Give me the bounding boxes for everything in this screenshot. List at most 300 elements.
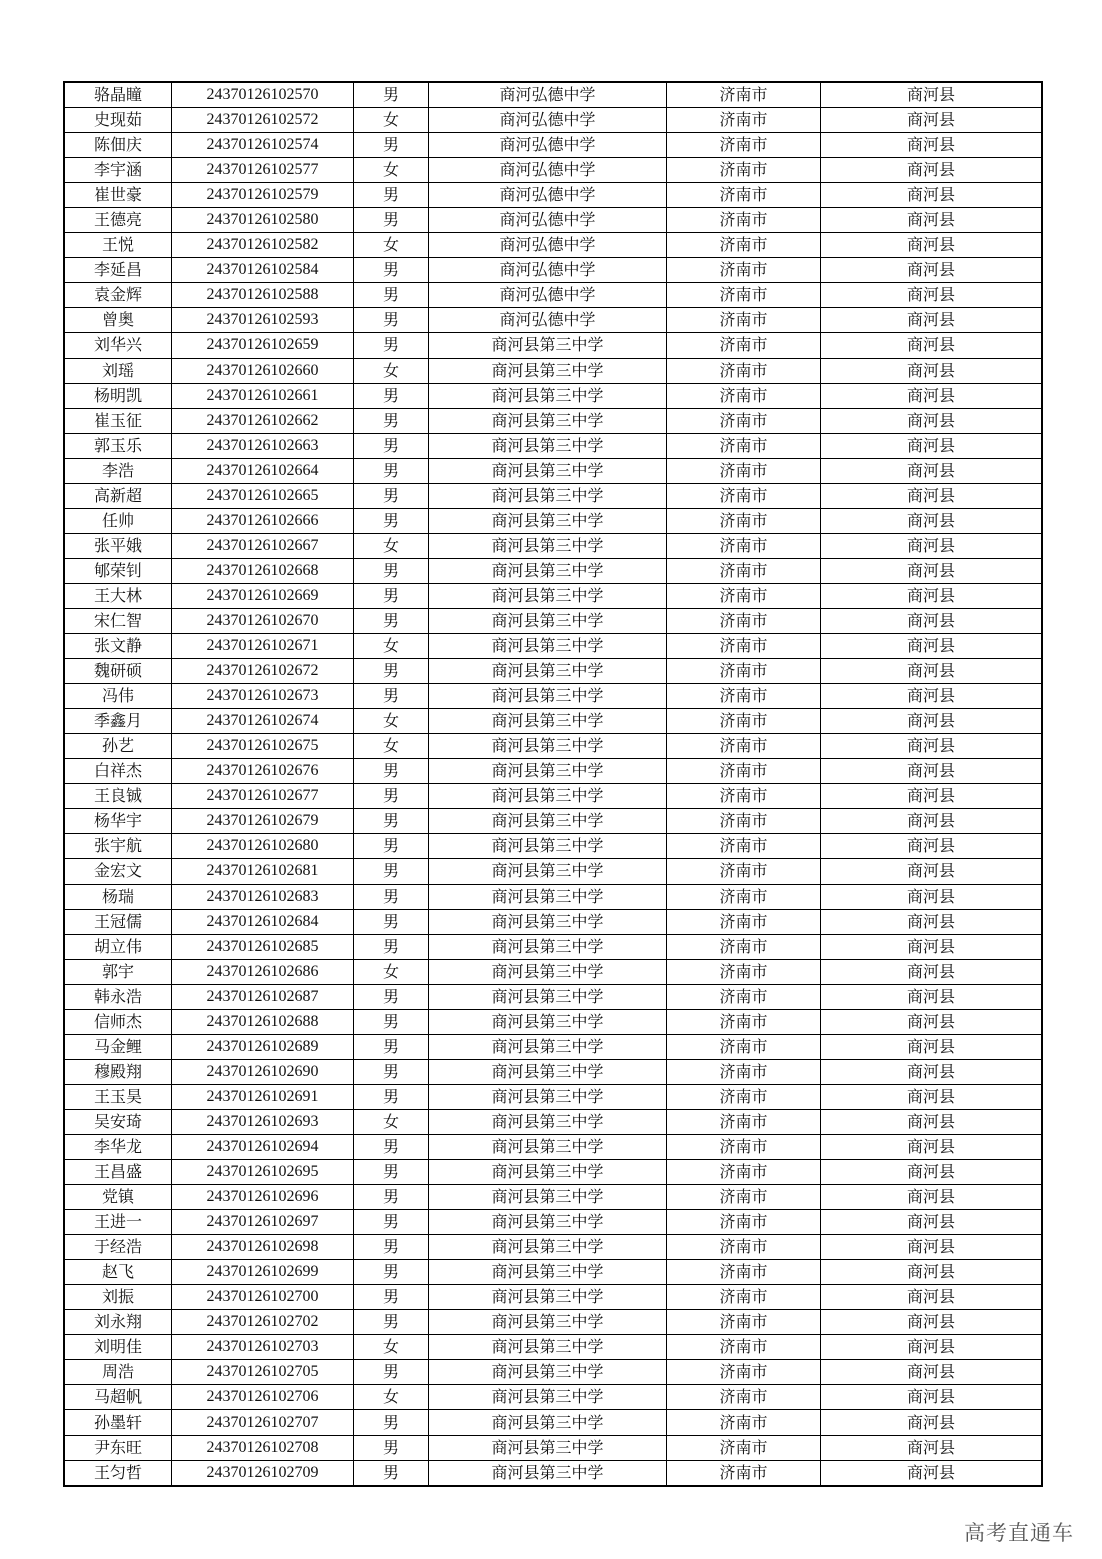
student-name-cell: 王良铖 <box>64 784 172 809</box>
table-row <box>64 1385 1042 1410</box>
county-cell: 商河县 <box>821 283 1043 308</box>
school-cell: 商河县第三中学 <box>429 734 667 759</box>
student-name-cell: 王进一 <box>64 1210 172 1235</box>
city-cell: 济南市 <box>667 333 821 358</box>
gender-cell: 男 <box>354 834 429 859</box>
exam-number-cell: 24370126102703 <box>172 1335 354 1360</box>
exam-number-cell: 24370126102693 <box>172 1109 354 1134</box>
gender-cell: 男 <box>354 984 429 1009</box>
gender-cell: 女 <box>354 1385 429 1410</box>
school-cell: 商河县第三中学 <box>429 684 667 709</box>
county-cell: 商河县 <box>821 533 1043 558</box>
exam-number-cell: 24370126102697 <box>172 1210 354 1235</box>
student-name-cell: 李华龙 <box>64 1134 172 1159</box>
exam-number-cell: 24370126102709 <box>172 1460 354 1486</box>
exam-number-cell: 24370126102687 <box>172 984 354 1009</box>
county-cell: 商河县 <box>821 884 1043 909</box>
watermark-text: 高考直通车 <box>964 1521 1074 1545</box>
gender-cell: 男 <box>354 759 429 784</box>
city-cell: 济南市 <box>667 684 821 709</box>
student-name-cell: 陈佃庆 <box>64 133 172 158</box>
school-cell: 商河县第三中学 <box>429 859 667 884</box>
city-cell: 济南市 <box>667 1335 821 1360</box>
table-row <box>64 734 1042 759</box>
city-cell: 济南市 <box>667 1310 821 1335</box>
student-name-cell: 孙艺 <box>64 734 172 759</box>
city-cell: 济南市 <box>667 82 821 108</box>
school-cell: 商河县第三中学 <box>429 1185 667 1210</box>
county-cell: 商河县 <box>821 909 1043 934</box>
gender-cell: 男 <box>354 1084 429 1109</box>
exam-number-cell: 24370126102689 <box>172 1034 354 1059</box>
student-name-cell: 崔玉征 <box>64 408 172 433</box>
county-cell: 商河县 <box>821 82 1043 108</box>
exam-number-cell: 24370126102588 <box>172 283 354 308</box>
school-cell: 商河县第三中学 <box>429 1385 667 1410</box>
student-name-cell: 王昌盛 <box>64 1160 172 1185</box>
table-row <box>64 1109 1042 1134</box>
exam-number-cell: 24370126102674 <box>172 709 354 734</box>
school-cell: 商河县第三中学 <box>429 1235 667 1260</box>
city-cell: 济南市 <box>667 1084 821 1109</box>
school-cell: 商河县第三中学 <box>429 1059 667 1084</box>
exam-number-cell: 24370126102660 <box>172 358 354 383</box>
gender-cell: 男 <box>354 133 429 158</box>
school-cell: 商河弘德中学 <box>429 258 667 283</box>
student-name-cell: 周浩 <box>64 1360 172 1385</box>
county-cell: 商河县 <box>821 1235 1043 1260</box>
gender-cell: 男 <box>354 1134 429 1159</box>
exam-number-cell: 24370126102665 <box>172 483 354 508</box>
table-row <box>64 1059 1042 1084</box>
gender-cell: 男 <box>354 258 429 283</box>
county-cell: 商河县 <box>821 1109 1043 1134</box>
county-cell: 商河县 <box>821 684 1043 709</box>
county-cell: 商河县 <box>821 1084 1043 1109</box>
city-cell: 济南市 <box>667 408 821 433</box>
gender-cell: 女 <box>354 634 429 659</box>
county-cell: 商河县 <box>821 634 1043 659</box>
gender-cell: 男 <box>354 1185 429 1210</box>
student-name-cell: 曾奥 <box>64 308 172 333</box>
county-cell: 商河县 <box>821 1009 1043 1034</box>
table-row <box>64 1435 1042 1460</box>
exam-number-cell: 24370126102579 <box>172 183 354 208</box>
exam-number-cell: 24370126102705 <box>172 1360 354 1385</box>
gender-cell: 女 <box>354 1109 429 1134</box>
exam-number-cell: 24370126102686 <box>172 959 354 984</box>
county-cell: 商河县 <box>821 1134 1043 1159</box>
table-row <box>64 1210 1042 1235</box>
table-row <box>64 333 1042 358</box>
student-name-cell: 刘华兴 <box>64 333 172 358</box>
school-cell: 商河县第三中学 <box>429 1260 667 1285</box>
city-cell: 济南市 <box>667 1134 821 1159</box>
exam-number-cell: 24370126102696 <box>172 1185 354 1210</box>
city-cell: 济南市 <box>667 358 821 383</box>
table-row <box>64 1260 1042 1285</box>
gender-cell: 女 <box>354 233 429 258</box>
gender-cell: 男 <box>354 784 429 809</box>
school-cell: 商河弘德中学 <box>429 133 667 158</box>
city-cell: 济南市 <box>667 1160 821 1185</box>
school-cell: 商河弘德中学 <box>429 233 667 258</box>
student-name-cell: 季鑫月 <box>64 709 172 734</box>
student-list-body <box>64 82 1042 1486</box>
city-cell: 济南市 <box>667 959 821 984</box>
student-name-cell: 张平娥 <box>64 533 172 558</box>
city-cell: 济南市 <box>667 834 821 859</box>
student-name-cell: 郭玉乐 <box>64 433 172 458</box>
county-cell: 商河县 <box>821 408 1043 433</box>
gender-cell: 男 <box>354 859 429 884</box>
county-cell: 商河县 <box>821 1385 1043 1410</box>
exam-number-cell: 24370126102668 <box>172 558 354 583</box>
county-cell: 商河县 <box>821 934 1043 959</box>
exam-number-cell: 24370126102659 <box>172 333 354 358</box>
city-cell: 济南市 <box>667 158 821 183</box>
student-name-cell: 高新超 <box>64 483 172 508</box>
student-name-cell: 骆晶瞳 <box>64 82 172 108</box>
gender-cell: 男 <box>354 1059 429 1084</box>
exam-number-cell: 24370126102673 <box>172 684 354 709</box>
exam-number-cell: 24370126102677 <box>172 784 354 809</box>
city-cell: 济南市 <box>667 1285 821 1310</box>
city-cell: 济南市 <box>667 859 821 884</box>
county-cell: 商河县 <box>821 333 1043 358</box>
student-name-cell: 金宏文 <box>64 859 172 884</box>
exam-number-cell: 24370126102661 <box>172 383 354 408</box>
county-cell: 商河县 <box>821 358 1043 383</box>
exam-number-cell: 24370126102681 <box>172 859 354 884</box>
gender-cell: 女 <box>354 959 429 984</box>
county-cell: 商河县 <box>821 258 1043 283</box>
county-cell: 商河县 <box>821 1285 1043 1310</box>
table-row <box>64 383 1042 408</box>
county-cell: 商河县 <box>821 1435 1043 1460</box>
student-name-cell: 杨明凯 <box>64 383 172 408</box>
county-cell: 商河县 <box>821 608 1043 633</box>
student-name-cell: 王大林 <box>64 583 172 608</box>
gender-cell: 女 <box>354 734 429 759</box>
city-cell: 济南市 <box>667 183 821 208</box>
table-row <box>64 133 1042 158</box>
gender-cell: 女 <box>354 533 429 558</box>
table-row <box>64 684 1042 709</box>
student-name-cell: 赵飞 <box>64 1260 172 1285</box>
student-name-cell: 孙墨轩 <box>64 1410 172 1435</box>
table-row <box>64 1310 1042 1335</box>
school-cell: 商河县第三中学 <box>429 608 667 633</box>
table-row <box>64 934 1042 959</box>
table-row <box>64 1460 1042 1486</box>
exam-number-cell: 24370126102708 <box>172 1435 354 1460</box>
table-row <box>64 1285 1042 1310</box>
county-cell: 商河县 <box>821 659 1043 684</box>
city-cell: 济南市 <box>667 909 821 934</box>
county-cell: 商河县 <box>821 158 1043 183</box>
school-cell: 商河县第三中学 <box>429 1335 667 1360</box>
gender-cell: 男 <box>354 1260 429 1285</box>
table-row <box>64 258 1042 283</box>
city-cell: 济南市 <box>667 308 821 333</box>
city-cell: 济南市 <box>667 108 821 133</box>
school-cell: 商河县第三中学 <box>429 1410 667 1435</box>
school-cell: 商河县第三中学 <box>429 659 667 684</box>
school-cell: 商河县第三中学 <box>429 1210 667 1235</box>
student-name-cell: 胡立伟 <box>64 934 172 959</box>
exam-number-cell: 24370126102680 <box>172 834 354 859</box>
table-row <box>64 809 1042 834</box>
school-cell: 商河县第三中学 <box>429 583 667 608</box>
city-cell: 济南市 <box>667 558 821 583</box>
county-cell: 商河县 <box>821 1310 1043 1335</box>
gender-cell: 男 <box>354 1235 429 1260</box>
city-cell: 济南市 <box>667 1059 821 1084</box>
gender-cell: 男 <box>354 1285 429 1310</box>
student-name-cell: 王玉昊 <box>64 1084 172 1109</box>
exam-number-cell: 24370126102695 <box>172 1160 354 1185</box>
county-cell: 商河县 <box>821 1185 1043 1210</box>
exam-number-cell: 24370126102676 <box>172 759 354 784</box>
gender-cell: 男 <box>354 333 429 358</box>
table-row <box>64 208 1042 233</box>
table-row <box>64 1160 1042 1185</box>
exam-number-cell: 24370126102688 <box>172 1009 354 1034</box>
table-row <box>64 82 1042 108</box>
city-cell: 济南市 <box>667 984 821 1009</box>
table-row <box>64 1410 1042 1435</box>
table-row <box>64 1134 1042 1159</box>
gender-cell: 男 <box>354 1435 429 1460</box>
table-row <box>64 1185 1042 1210</box>
table-row <box>64 358 1042 383</box>
city-cell: 济南市 <box>667 1435 821 1460</box>
gender-cell: 男 <box>354 1460 429 1486</box>
exam-number-cell: 24370126102574 <box>172 133 354 158</box>
table-row <box>64 558 1042 583</box>
city-cell: 济南市 <box>667 1385 821 1410</box>
county-cell: 商河县 <box>821 1460 1043 1486</box>
student-name-cell: 白祥杰 <box>64 759 172 784</box>
gender-cell: 男 <box>354 1034 429 1059</box>
table-row <box>64 1360 1042 1385</box>
school-cell: 商河弘德中学 <box>429 82 667 108</box>
gender-cell: 男 <box>354 934 429 959</box>
city-cell: 济南市 <box>667 608 821 633</box>
county-cell: 商河县 <box>821 458 1043 483</box>
county-cell: 商河县 <box>821 984 1043 1009</box>
exam-number-cell: 24370126102699 <box>172 1260 354 1285</box>
student-list-table <box>63 81 1043 1487</box>
table-row <box>64 608 1042 633</box>
gender-cell: 男 <box>354 583 429 608</box>
school-cell: 商河县第三中学 <box>429 1134 667 1159</box>
exam-number-cell: 24370126102698 <box>172 1235 354 1260</box>
school-cell: 商河县第三中学 <box>429 909 667 934</box>
school-cell: 商河县第三中学 <box>429 634 667 659</box>
gender-cell: 男 <box>354 1410 429 1435</box>
exam-number-cell: 24370126102691 <box>172 1084 354 1109</box>
school-cell: 商河县第三中学 <box>429 1160 667 1185</box>
table-row <box>64 308 1042 333</box>
table-row <box>64 508 1042 533</box>
table-row <box>64 283 1042 308</box>
city-cell: 济南市 <box>667 659 821 684</box>
county-cell: 商河县 <box>821 483 1043 508</box>
table-row <box>64 183 1042 208</box>
gender-cell: 男 <box>354 608 429 633</box>
gender-cell: 男 <box>354 1210 429 1235</box>
table-row <box>64 408 1042 433</box>
gender-cell: 男 <box>354 684 429 709</box>
exam-number-cell: 24370126102663 <box>172 433 354 458</box>
school-cell: 商河县第三中学 <box>429 333 667 358</box>
city-cell: 济南市 <box>667 433 821 458</box>
city-cell: 济南市 <box>667 483 821 508</box>
city-cell: 济南市 <box>667 1109 821 1134</box>
school-cell: 商河县第三中学 <box>429 1109 667 1134</box>
exam-number-cell: 24370126102702 <box>172 1310 354 1335</box>
exam-number-cell: 24370126102700 <box>172 1285 354 1310</box>
school-cell: 商河县第三中学 <box>429 383 667 408</box>
gender-cell: 女 <box>354 709 429 734</box>
exam-number-cell: 24370126102572 <box>172 108 354 133</box>
city-cell: 济南市 <box>667 583 821 608</box>
exam-number-cell: 24370126102584 <box>172 258 354 283</box>
table-row <box>64 1084 1042 1109</box>
school-cell: 商河县第三中学 <box>429 709 667 734</box>
table-row <box>64 1335 1042 1360</box>
city-cell: 济南市 <box>667 809 821 834</box>
exam-number-cell: 24370126102706 <box>172 1385 354 1410</box>
county-cell: 商河县 <box>821 1059 1043 1084</box>
student-name-cell: 郭宇 <box>64 959 172 984</box>
county-cell: 商河县 <box>821 734 1043 759</box>
county-cell: 商河县 <box>821 383 1043 408</box>
school-cell: 商河县第三中学 <box>429 533 667 558</box>
table-row <box>64 108 1042 133</box>
table-row <box>64 759 1042 784</box>
gender-cell: 男 <box>354 458 429 483</box>
school-cell: 商河县第三中学 <box>429 358 667 383</box>
gender-cell: 男 <box>354 1360 429 1385</box>
exam-number-cell: 24370126102666 <box>172 508 354 533</box>
school-cell: 商河县第三中学 <box>429 834 667 859</box>
table-row <box>64 709 1042 734</box>
table-row <box>64 533 1042 558</box>
gender-cell: 男 <box>354 408 429 433</box>
student-name-cell: 张宇航 <box>64 834 172 859</box>
gender-cell: 男 <box>354 909 429 934</box>
city-cell: 济南市 <box>667 508 821 533</box>
school-cell: 商河县第三中学 <box>429 508 667 533</box>
gender-cell: 男 <box>354 208 429 233</box>
student-name-cell: 任帅 <box>64 508 172 533</box>
table-row <box>64 1034 1042 1059</box>
exam-number-cell: 24370126102672 <box>172 659 354 684</box>
school-cell: 商河弘德中学 <box>429 283 667 308</box>
gender-cell: 男 <box>354 659 429 684</box>
gender-cell: 男 <box>354 809 429 834</box>
student-name-cell: 马超帆 <box>64 1385 172 1410</box>
city-cell: 济南市 <box>667 1210 821 1235</box>
school-cell: 商河县第三中学 <box>429 884 667 909</box>
county-cell: 商河县 <box>821 859 1043 884</box>
city-cell: 济南市 <box>667 734 821 759</box>
gender-cell: 男 <box>354 1009 429 1034</box>
school-cell: 商河县第三中学 <box>429 934 667 959</box>
table-row <box>64 959 1042 984</box>
student-name-cell: 李宇涵 <box>64 158 172 183</box>
table-row <box>64 659 1042 684</box>
gender-cell: 男 <box>354 283 429 308</box>
city-cell: 济南市 <box>667 458 821 483</box>
city-cell: 济南市 <box>667 1185 821 1210</box>
student-name-cell: 王德亮 <box>64 208 172 233</box>
exam-number-cell: 24370126102694 <box>172 1134 354 1159</box>
exam-number-cell: 24370126102662 <box>172 408 354 433</box>
county-cell: 商河县 <box>821 1410 1043 1435</box>
city-cell: 济南市 <box>667 1360 821 1385</box>
school-cell: 商河弘德中学 <box>429 308 667 333</box>
gender-cell: 女 <box>354 358 429 383</box>
school-cell: 商河县第三中学 <box>429 558 667 583</box>
exam-number-cell: 24370126102685 <box>172 934 354 959</box>
student-name-cell: 张文静 <box>64 634 172 659</box>
table-row <box>64 233 1042 258</box>
county-cell: 商河县 <box>821 233 1043 258</box>
table-row <box>64 984 1042 1009</box>
county-cell: 商河县 <box>821 784 1043 809</box>
county-cell: 商河县 <box>821 759 1043 784</box>
exam-number-cell: 24370126102582 <box>172 233 354 258</box>
school-cell: 商河县第三中学 <box>429 483 667 508</box>
school-cell: 商河县第三中学 <box>429 1285 667 1310</box>
school-cell: 商河县第三中学 <box>429 809 667 834</box>
student-name-cell: 冯伟 <box>64 684 172 709</box>
school-cell: 商河县第三中学 <box>429 1360 667 1385</box>
city-cell: 济南市 <box>667 884 821 909</box>
county-cell: 商河县 <box>821 133 1043 158</box>
gender-cell: 女 <box>354 1335 429 1360</box>
school-cell: 商河县第三中学 <box>429 959 667 984</box>
county-cell: 商河县 <box>821 208 1043 233</box>
student-name-cell: 王冠儒 <box>64 909 172 934</box>
city-cell: 济南市 <box>667 533 821 558</box>
city-cell: 济南市 <box>667 934 821 959</box>
table-row <box>64 634 1042 659</box>
exam-number-cell: 24370126102690 <box>172 1059 354 1084</box>
exam-number-cell: 24370126102664 <box>172 458 354 483</box>
student-name-cell: 李延昌 <box>64 258 172 283</box>
city-cell: 济南市 <box>667 759 821 784</box>
student-name-cell: 信师杰 <box>64 1009 172 1034</box>
student-name-cell: 李浩 <box>64 458 172 483</box>
table-row <box>64 909 1042 934</box>
gender-cell: 男 <box>354 884 429 909</box>
school-cell: 商河县第三中学 <box>429 433 667 458</box>
city-cell: 济南市 <box>667 1460 821 1486</box>
student-name-cell: 韩永浩 <box>64 984 172 1009</box>
county-cell: 商河县 <box>821 183 1043 208</box>
county-cell: 商河县 <box>821 1210 1043 1235</box>
county-cell: 商河县 <box>821 583 1043 608</box>
county-cell: 商河县 <box>821 108 1043 133</box>
table-row <box>64 458 1042 483</box>
county-cell: 商河县 <box>821 433 1043 458</box>
exam-number-cell: 24370126102667 <box>172 533 354 558</box>
